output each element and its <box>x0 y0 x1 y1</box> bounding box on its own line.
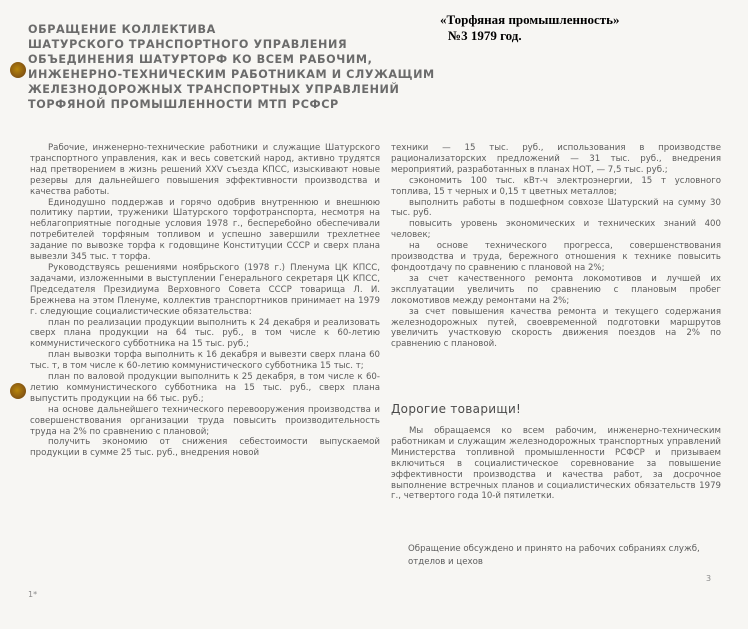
punch-hole-top <box>10 62 26 78</box>
paragraph: выполнить работы в подшефном совхозе Шатурский на сумму 30 тыс. руб. <box>391 197 721 219</box>
headline-line: ОБРАЩЕНИЕ КОЛЛЕКТИВА <box>28 23 216 36</box>
paragraph: за счет повышения качества ремонта и текущего содержания железнодорожных путей, своевременной подготовки маршрутов увеличить участковую скорость движения поездов на 2% по сравнению с плановой. <box>391 306 721 350</box>
paragraph: Единодушно поддержав и горячо одобрив внутреннюю и внешнюю политику партии, труженики Шатурского торфотранспорта, несмотря на неблагоприятные погодные условия 1978 г., бесперебойно обеспечивали потребителей торфяным топливом и успешно завершили трехлетнее задание по вывозке торфа к годовщине Конституции СССР и сверх плана вывезли 345 тыс. т торфа. <box>30 197 380 263</box>
paragraph: получить экономию от снижения себестоимости выпускаемой продукции в сумме 25 тыс. руб., внедрения новой <box>30 437 380 459</box>
headline-line: ЖЕЛЕЗНОДОРОЖНЫХ ТРАНСПОРТНЫХ УПРАВЛЕНИЙ <box>28 83 400 96</box>
source-caption-title: «Торфяная промышленность» <box>440 12 620 27</box>
paragraph: план по реализации продукции выполнить к 24 декабря и реализовать сверх плана продукции на 64 тыс. руб., в том числе к 60-летию коммунистического субботника на 15 тыс. руб.; <box>30 317 380 350</box>
headline-line: ШАТУРСКОГО ТРАНСПОРТНОГО УПРАВЛЕНИЯ <box>28 38 348 51</box>
greeting-heading: Дорогие товарищи! <box>391 402 522 416</box>
paragraph: на основе технического прогресса, совершенствования производства и труда, бережного отношения к технике повысить фондоотдачу по сравнению с плановой на 2%; <box>391 241 721 273</box>
paragraph: план по валовой продукции выполнить к 25 декабря, в том числе к 60-летию коммунистического субботника на 15 тыс. руб., сверх плана выпустить продукции на 66 тыс. руб.; <box>30 372 380 404</box>
source-caption <box>440 12 740 44</box>
paragraph: повысить уровень экономических и технических знаний 400 человек; <box>391 219 721 241</box>
punch-hole-bottom <box>10 383 26 399</box>
paragraph: Руководствуясь решениями ноябрьского (1978 г.) Пленума ЦК КПСС, задачами, изложенными в выступлении Генерального секретаря ЦК КПСС, Председателя Президиума Верховного Совета СССР товарища Л. И. Брежнева на этом Пленуме, коллектив транспортников принимает на 1979 г. следующие социалистические обязательства: <box>30 262 380 317</box>
paragraph: Мы обращаемся ко всем рабочим, инженерно-техническим работникам и служащим железнодорожных транспортных управлений Министерства топливной промышленности РСФСР и призываем включиться в социалистическое соревнование за повышение эффективности производства и качества работ, за досрочное выполнение встречных планов и социалистических обязательств 1979 г., четвертого года 10-й пятилетки. <box>391 426 721 502</box>
paragraph: на основе дальнейшего технического перевооружения производства и совершенствования организации труда повысить производительность труда на 2% по сравнению с плановой; <box>30 404 380 437</box>
paragraph: за счет качественного ремонта локомотивов и лучшей их эксплуатации увеличить по сравнению с плановым пробег локомотивов между ремонтами на 2%; <box>391 273 721 306</box>
left-column <box>30 143 380 459</box>
article-headline <box>28 22 468 112</box>
page-number-right: 3 <box>706 574 712 583</box>
paragraph: Рабочие, инженерно-технические работники и служащие Шатурского транспортного управления, как и весь советский народ, активно трудятся над претворением в жизнь решений XXV съезда КПСС, изыскивают новые резервы для дальнейшего повышения эффективности производства и качества работы. <box>30 143 380 197</box>
headline-line: ОБЪЕДИНЕНИЯ ШАТУРТОРФ КО ВСЕМ РАБОЧИМ, <box>28 53 373 66</box>
headline-line: ИНЖЕНЕРНО-ТЕХНИЧЕСКИМ РАБОТНИКАМ И СЛУЖАЩИМ <box>28 68 435 81</box>
page-number-left: 1* <box>28 590 38 599</box>
closing-note: Обращение обсуждено и принято на рабочих собраниях служб, отделов и цехов <box>408 544 700 567</box>
paragraph: техники — 15 тыс. руб., использования в производстве рационализаторских предложений — 31 тыс. руб., внедрения мероприятий, разработанных в планах НОТ, — 7,5 тыс. руб.; <box>391 143 721 175</box>
paragraph: план вывозки торфа выполнить к 16 декабря и вывезти сверх плана 60 тыс. т, в том числе к 60-летию коммунистического субботника 15 тыс. т; <box>30 350 380 372</box>
source-caption-issue: №3 1979 год. <box>448 28 522 43</box>
paragraph: сэкономить 100 тыс. кВт-ч электроэнергии, 15 т условного топлива, 15 т черных и 0,15 т цветных металлов; <box>391 175 721 197</box>
headline-line: ТОРФЯНОЙ ПРОМЫШЛЕННОСТИ МТП РСФСР <box>28 98 339 111</box>
right-column <box>391 143 721 350</box>
appeal-text <box>391 426 721 502</box>
